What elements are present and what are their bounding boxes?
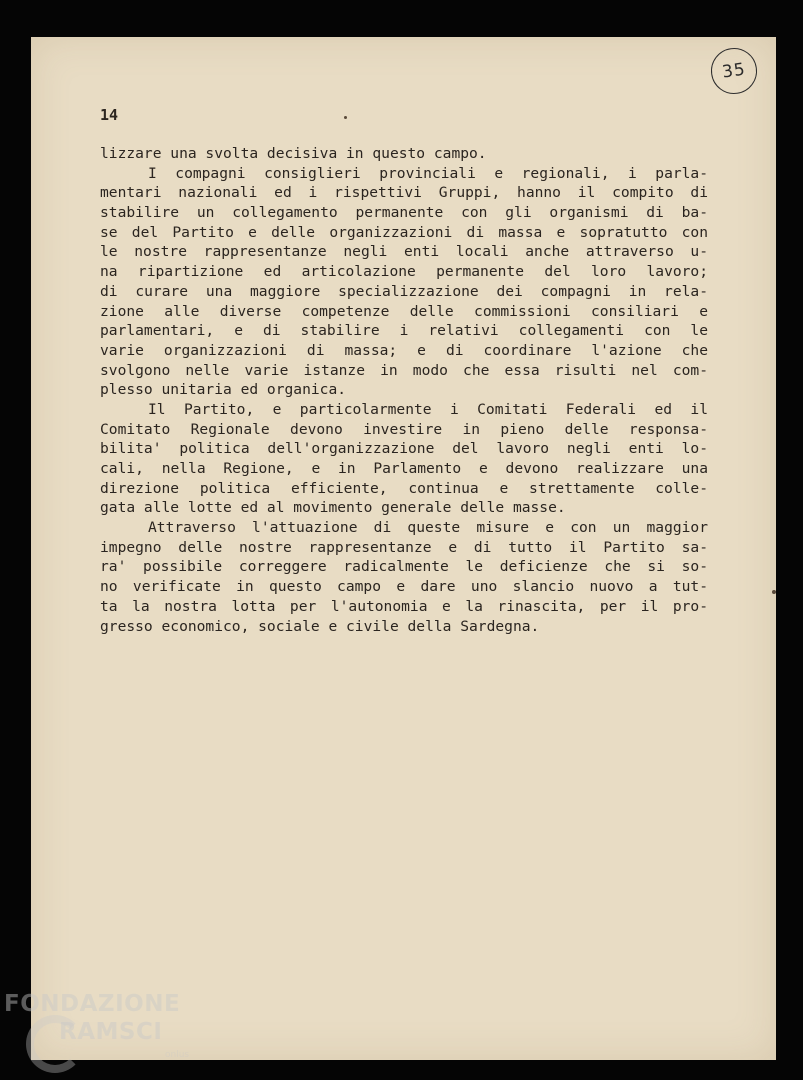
text-line: svolgono nelle varie istanze in modo che essa risulti nel com- (100, 361, 708, 379)
archive-number-stamp (708, 45, 760, 97)
text-line: ta la nostra lotta per l'autonomia e la rinascita, per il pro- (100, 597, 708, 615)
text-line: na ripartizione ed articolazione permanente del loro lavoro; (100, 263, 708, 281)
text-line: I compagni consiglieri provinciali e regionali, i parla- (148, 164, 708, 182)
text-line: stabilire un collegamento permanente con gli organismi di ba- (100, 204, 708, 222)
text-line: gresso economico, sociale e civile della Sardegna. (100, 617, 540, 635)
text-line: bilita' politica dell'organizzazione del lavoro negli enti lo- (100, 440, 708, 458)
text-line: Il Partito, e particolarmente i Comitati Federali ed il (148, 400, 708, 418)
page-number: 14 (100, 106, 119, 124)
text-line: di curare una maggiore specializzazione dei compagni in rela- (100, 282, 708, 300)
body-text (100, 144, 708, 636)
text-line: varie organizzazioni di massa; e di coordinare l'azione che (100, 341, 708, 359)
text-line: parlamentari, e di stabilire i relativi collegamenti con le (100, 322, 708, 340)
text-line: zione alle diverse competenze delle commissioni consiliari e (100, 302, 708, 320)
document-page (31, 37, 776, 1060)
text-line: impegno delle nostre rappresentanze e di tutto il Partito sa- (100, 538, 708, 556)
text-line: Attraverso l'attuazione di queste misure e con un maggior (148, 519, 708, 537)
text-line: gata alle lotte ed al movimento generale delle masse. (100, 499, 566, 517)
paper-speck (344, 116, 347, 119)
text-line: se del Partito e delle organizzazioni di massa e sopratutto con (100, 223, 708, 241)
text-line: direzione politica efficiente, continua e strettamente colle- (100, 479, 708, 497)
watermark-line-2: RAMSCI (59, 1019, 163, 1045)
paper-speck (772, 590, 776, 594)
text-line: Comitato Regionale devono investire in pieno delle responsa- (100, 420, 708, 438)
text-line: mentari nazionali ed i rispettivi Gruppi, hanno il compito di (100, 184, 708, 202)
watermark-subtext: onlus (165, 1050, 190, 1060)
watermark-line-1: FONDAZIONE (4, 991, 181, 1017)
text-line: cali, nella Regione, e in Parlamento e devono realizzare una (100, 460, 708, 477)
text-line: lizzare una svolta decisiva in questo campo. (100, 145, 487, 162)
text-line: no verificate in questo campo e dare uno slancio nuovo a tut- (100, 578, 708, 596)
text-line: ra' possibile correggere radicalmente le deficienze che si so- (100, 558, 708, 576)
text-line: plesso unitaria ed organica. (100, 381, 347, 399)
gramsci-logo-icon (26, 1015, 84, 1073)
text-line: le nostre rappresentanze negli enti locali anche attraverso u- (100, 243, 708, 261)
archive-number-text: 35 (720, 59, 748, 83)
